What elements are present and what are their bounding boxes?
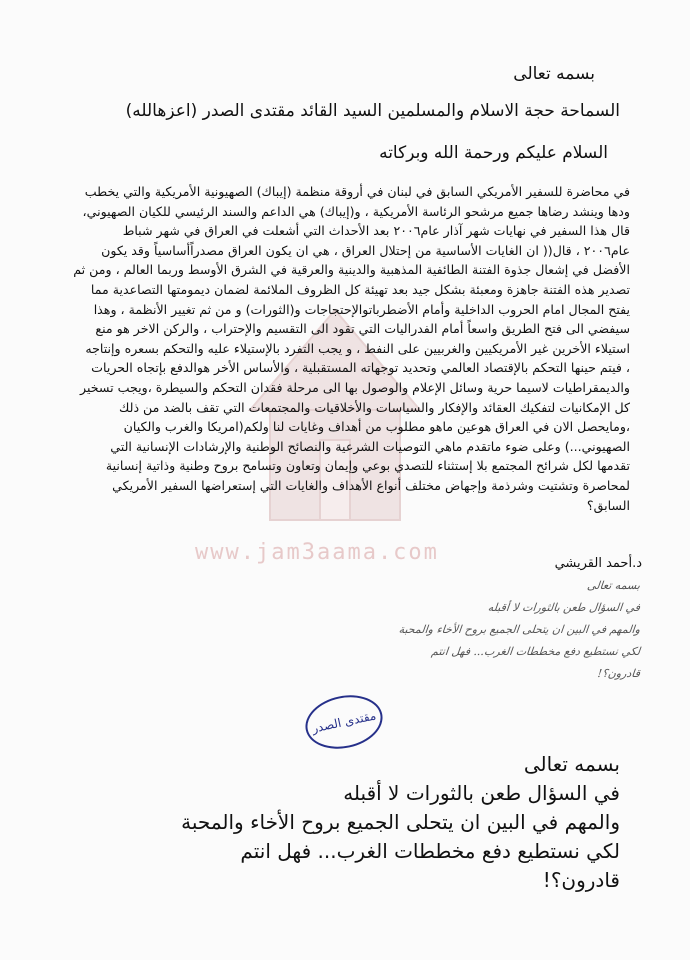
- body-line: في محاضرة للسفير الأمريكي السابق في لبنان في أروقة منظمة (إيباك) الصهيونية الأمريكية والتي يخطب: [84, 184, 630, 199]
- letter-body: [60, 182, 630, 515]
- transcript-line-5: قادرون؟!: [542, 868, 620, 892]
- body-line: ، فيتم حينها التحكم بالإقتصاد العالمي وتحديد توجهاته المستقبلية ، والأساس الأخر هوالدفع بإتجاه الحريات: [91, 360, 630, 376]
- body-line: يفتح المجال امام الحروب الداخلية وأمام الأضطرباتوالإحتجاجات و(الثورات) و من ثم تغيير الأنظمة ، وهذا: [93, 301, 630, 317]
- body-line: استيلاء الأخرين غير الأمريكيين والغربيين على النفط ، و يجب التفرد بالإستيلاء عليه والتحكم بسعره وإنتاجه: [85, 340, 630, 356]
- body-line: لمحاصرة وتشتيت وشرذمة وإجهاض مختلف أنواع الأهداف والغايات التي إستعراضها السفير الأمريكي: [112, 477, 630, 493]
- letter-addressee: السماحة حجة الاسلام والمسلمين السيد القائد مقتدى الصدر (اعزهالله): [125, 101, 620, 121]
- body-line: السابق؟: [586, 497, 630, 513]
- handwritten-line: في السؤال طعن بالثورات لا أقبله: [487, 601, 641, 614]
- handwritten-line: والمهم في البين ان يتحلى الجميع بروح الأخاء والمحبة: [398, 623, 641, 636]
- body-line: تقدمها لكل شرائح المجتمع بلا إستثناء للتصدي بوعي وإيمان وتعاون وتسامح بروح وطنية وذاتية إنسانية: [105, 458, 630, 474]
- body-line: والديمقراطيات لاسيما حرية وسائل الإعلام والوصول بها الى مرحلة فقدان التحكم والسيطرة ،ويجب تسخير: [80, 379, 630, 395]
- transcript-line-2: في السؤال طعن بالثورات لا أقبله: [343, 781, 620, 805]
- letter-signature: د.أحمد القريشي: [554, 556, 642, 571]
- transcript-line-3: والمهم في البين ان يتحلى الجميع بروح الأخاء والمحبة: [181, 810, 620, 834]
- handwritten-reply: [330, 575, 640, 685]
- handwritten-line: بسمه تعالى: [586, 579, 641, 592]
- seal-stamp: مقتدى الصدر: [300, 688, 387, 755]
- typed-transcript: [160, 750, 620, 895]
- transcript-line-1: بسمه تعالى: [523, 752, 620, 776]
- body-line: الصهيوني...) وعلى ضوء ماتقدم ماهي التوصيات الشرعية والنصائح الوطنية والإرشادات الإنسانية التي: [110, 438, 630, 454]
- body-line: قال هذا السفير في نهايات شهر آذار عام٢٠٠٦ بعد الأحداث التي أشعلت في العراق في شهر شباط: [122, 223, 630, 239]
- body-line: ،ومايحصل الان في العراق هوعين ماهو مطلوب من أهداف وغايات لنا ولكم(امريكا والغرب والكيان: [123, 419, 630, 435]
- body-line: الأفضل في إشعال جذوة الفتنة الطائفية المذهبية والدينية والعرقية في الشرق الأوسط وربما العالم ، ومن ثم: [73, 262, 630, 278]
- handwritten-line: قادرون؟!: [596, 667, 641, 680]
- body-line: ودها وينشد رضاها جميع مرشحو الرئاسة الأمريكية ، و(إيباك) هي الداعم والسند الرئيسي للكيان الصهيوني،: [82, 203, 630, 219]
- transcript-line-4: لكي نستطيع دفع مخططات الغرب... فهل انتم: [240, 839, 620, 863]
- body-line: عام٢٠٠٦ ، قال(( ان الغايات الأساسية من إحتلال العراق ، هي ان يكون العراق مصدراًأساسياً وقد يكون: [101, 242, 630, 258]
- body-line: كل الإمكانيات لتفكيك العقائد والإفكار والسياسات والأخلاقيات والمجتمعات التي تقف بالضد من ذلك: [119, 399, 630, 415]
- letter-heading: بسمه تعالى: [513, 64, 595, 84]
- body-line: سيفضي الى فتح الطريق واسعاً أمام الفدراليات التي تقود الى التقسيم والإحتراب ، والركن الاخر هو منع: [95, 321, 630, 337]
- handwritten-line: لكي نستطيع دفع مخططات الغرب... فهل انتم: [430, 645, 641, 658]
- letter-greeting: السلام عليكم ورحمة الله وبركاته: [379, 143, 608, 163]
- body-line: تصدير هذه الفتنة جاهزة ومعبئة بشكل جيد بعد تهيئة كل الظروف الملائمة لضمان ديمومتها التصاعدية مما: [90, 281, 630, 297]
- watermark-url: www.jam3aama.com: [195, 540, 439, 565]
